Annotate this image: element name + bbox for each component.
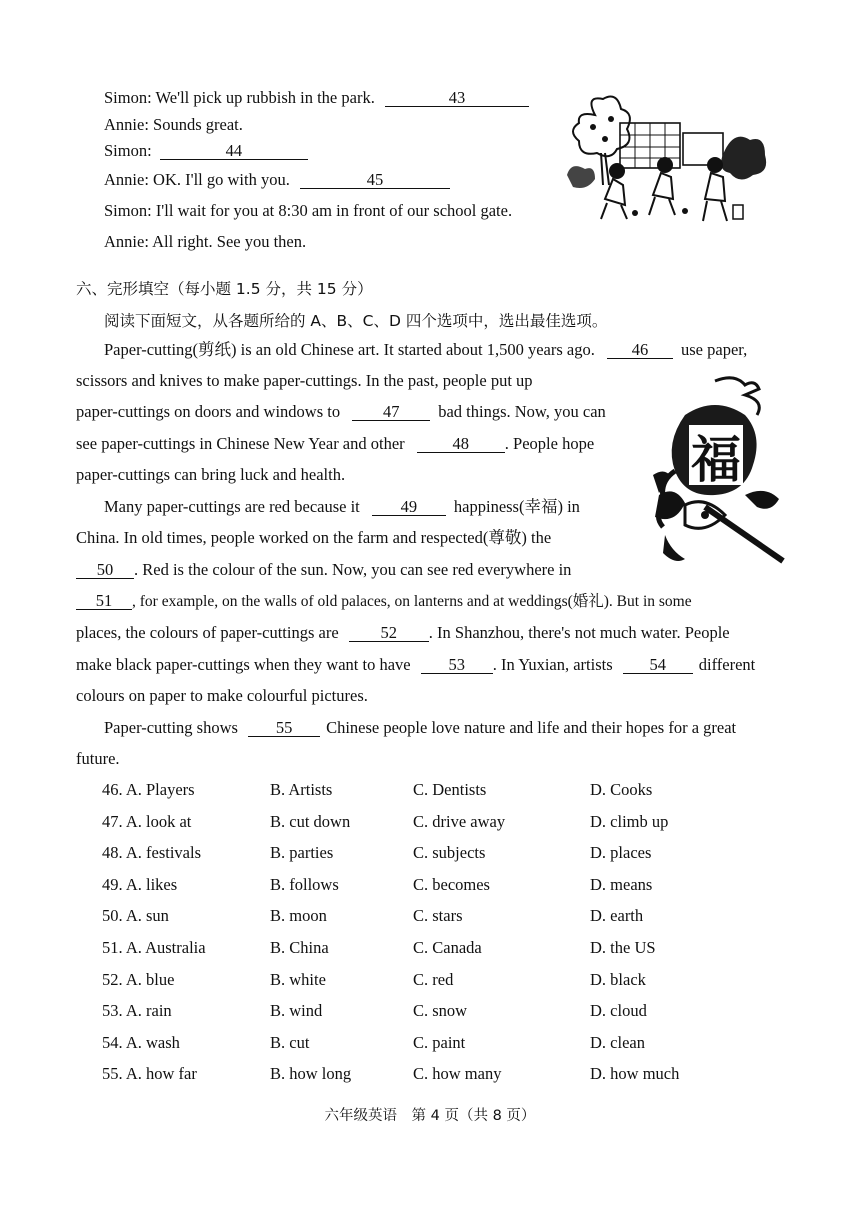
passage-line bbox=[76, 528, 551, 548]
speaker: Simon: bbox=[104, 201, 152, 220]
option-50-b: B. moon bbox=[270, 906, 327, 926]
passage-text: Paper-cutting shows bbox=[104, 718, 238, 737]
fu-character: 福 bbox=[691, 431, 741, 489]
option-46-d: D. Cooks bbox=[590, 780, 653, 799]
option-52-c: C. red bbox=[413, 969, 454, 989]
dialogue-text: I'll wait for you at 8:30 am in front of our school gate. bbox=[155, 201, 513, 220]
section-title: 六、完形填空（每小题 1.5 分，共 15 分） bbox=[76, 280, 373, 298]
option-50-c: C. stars bbox=[413, 906, 463, 926]
option-50-d: D. earth bbox=[590, 906, 644, 926]
dialogue-line-4 bbox=[104, 170, 450, 190]
blank-50: 50 bbox=[76, 561, 134, 579]
passage-text: , for example, on the walls of old palaces, on lanterns and at weddings(婚礼). But in some bbox=[132, 593, 692, 610]
blank-51: 51 bbox=[76, 592, 132, 610]
speaker: Annie: bbox=[104, 115, 149, 134]
dialogue-text: Sounds great. bbox=[153, 115, 243, 134]
passage-text: see paper-cuttings in Chinese New Year and other bbox=[76, 434, 405, 453]
passage-text: Chinese people love nature and life and their hopes for a great bbox=[326, 718, 737, 737]
option-49-b: B. follows bbox=[270, 874, 339, 894]
passage-line bbox=[76, 560, 571, 580]
option-question-50-a: 50. A. sun bbox=[102, 906, 169, 926]
option-54-d: D. clean bbox=[590, 1032, 645, 1052]
passage-line bbox=[76, 402, 606, 422]
option-question-46-a: 46. A. Players bbox=[102, 780, 195, 799]
option-54-c: C. paint bbox=[413, 1032, 466, 1052]
blank-47: 47 bbox=[352, 403, 430, 421]
passage-line bbox=[76, 591, 692, 612]
option-55-d: D. how much bbox=[590, 1064, 680, 1084]
passage-line bbox=[104, 718, 736, 738]
passage-line bbox=[104, 497, 580, 517]
passage-text: use paper, bbox=[681, 340, 748, 359]
option-55-c: C. how many bbox=[413, 1064, 502, 1084]
passage-text: paper-cuttings on doors and windows to bbox=[76, 402, 341, 421]
passage-line bbox=[104, 340, 747, 360]
option-52-b: B. white bbox=[270, 969, 326, 989]
paper-cutting-dragon-illustration bbox=[645, 375, 785, 570]
passage-line bbox=[76, 371, 533, 391]
passage-text: make black paper-cuttings when they want to have bbox=[76, 655, 411, 674]
option-47-d: D. climb up bbox=[590, 811, 669, 831]
passage-line bbox=[76, 434, 594, 454]
option-51-c: C. Canada bbox=[413, 938, 482, 957]
option-question-49-a: 49. A. likes bbox=[102, 874, 178, 894]
option-54-b: B. cut bbox=[270, 1032, 310, 1052]
blank-46: 46 bbox=[607, 341, 673, 359]
option-question-48-a: 48. A. festivals bbox=[102, 843, 201, 863]
speaker: Simon: bbox=[104, 141, 152, 160]
passage-text: future. bbox=[76, 749, 120, 768]
dialogue-line-3 bbox=[104, 141, 308, 161]
blank-53: 53 bbox=[421, 656, 493, 674]
option-question-51-a: 51. A. Australia bbox=[102, 938, 206, 957]
passage-text: Many paper-cuttings are red because it bbox=[104, 497, 360, 516]
passage-text: . People hope bbox=[504, 434, 595, 453]
passage-line bbox=[76, 465, 345, 485]
speaker: Simon: bbox=[104, 88, 152, 107]
option-53-d: D. cloud bbox=[590, 1001, 647, 1021]
dialogue-line-5 bbox=[104, 201, 512, 221]
option-53-c: C. snow bbox=[413, 1001, 468, 1021]
option-47-c: C. drive away bbox=[413, 811, 506, 831]
option-question-52-a: 52. A. blue bbox=[102, 969, 175, 989]
passage-line bbox=[76, 623, 730, 643]
blank-44: 44 bbox=[160, 142, 308, 160]
option-question-55-a: 55. A. how far bbox=[102, 1064, 197, 1084]
passage-text: . In Yuxian, artists bbox=[492, 655, 613, 674]
option-48-d: D. places bbox=[590, 843, 652, 863]
option-49-d: D. means bbox=[590, 874, 653, 894]
option-53-b: B. wind bbox=[270, 1001, 323, 1021]
option-55-b: B. how long bbox=[270, 1064, 352, 1084]
dialogue-text: All right. See you then. bbox=[152, 232, 307, 251]
dialogue-line-2 bbox=[104, 115, 243, 135]
passage-text: bad things. Now, you can bbox=[438, 402, 606, 421]
passage-line bbox=[76, 655, 755, 675]
passage-text: paper-cuttings can bring luck and health. bbox=[76, 465, 346, 484]
passage-text: places, the colours of paper-cuttings are bbox=[76, 623, 339, 642]
option-49-c: C. becomes bbox=[413, 874, 490, 894]
option-47-b: B. cut down bbox=[270, 811, 351, 831]
option-48-c: C. subjects bbox=[413, 843, 486, 863]
option-question-53-a: 53. A. rain bbox=[102, 1001, 172, 1021]
blank-55: 55 bbox=[248, 719, 320, 737]
blank-54: 54 bbox=[623, 656, 693, 674]
speaker: Annie: bbox=[104, 232, 149, 251]
section-instruction: 阅读下面短文，从各题所给的 A、B、C、D 四个选项中，选出最佳选项。 bbox=[104, 312, 608, 330]
blank-45: 45 bbox=[300, 171, 450, 189]
passage-text: scissors and knives to make paper-cuttings. In the past, people put up bbox=[76, 371, 533, 390]
passage-text: . In Shanzhou, there's not much water. People bbox=[428, 623, 730, 642]
park-cleanup-illustration bbox=[565, 95, 770, 225]
passage-text: different bbox=[698, 655, 756, 674]
option-52-d: D. black bbox=[590, 969, 646, 989]
passage-text: happiness(幸福) in bbox=[453, 497, 580, 516]
option-48-b: B. parties bbox=[270, 843, 334, 863]
blank-49: 49 bbox=[372, 498, 446, 516]
dialogue-line-6 bbox=[104, 232, 306, 252]
page-footer: 六年级英语 第 4 页（共 8 页） bbox=[324, 1108, 536, 1124]
option-51-d: D. the US bbox=[590, 938, 656, 957]
passage-line bbox=[76, 749, 120, 769]
passage-text: Paper-cutting(剪纸) is an old Chinese art. It started about 1,500 years ago. bbox=[104, 340, 595, 359]
passage-line bbox=[76, 686, 368, 706]
option-question-54-a: 54. A. wash bbox=[102, 1032, 180, 1052]
passage-text: . Red is the colour of the sun. Now, you can see red everywhere in bbox=[134, 560, 572, 579]
passage-text: China. In old times, people worked on the farm and respected(尊敬) the bbox=[76, 528, 552, 547]
dialogue-text: OK. I'll go with you. bbox=[153, 170, 290, 189]
option-46-b: B. Artists bbox=[270, 780, 333, 799]
speaker: Annie: bbox=[104, 170, 149, 189]
option-46-c: C. Dentists bbox=[413, 780, 487, 799]
blank-48: 48 bbox=[417, 435, 505, 453]
dialogue-line-1 bbox=[104, 88, 529, 108]
passage-text: colours on paper to make colourful pictures. bbox=[76, 686, 368, 705]
blank-52: 52 bbox=[349, 624, 429, 642]
dialogue-text: We'll pick up rubbish in the park. bbox=[155, 88, 375, 107]
option-51-b: B. China bbox=[270, 938, 329, 957]
blank-43: 43 bbox=[385, 89, 529, 107]
option-question-47-a: 47. A. look at bbox=[102, 811, 192, 831]
